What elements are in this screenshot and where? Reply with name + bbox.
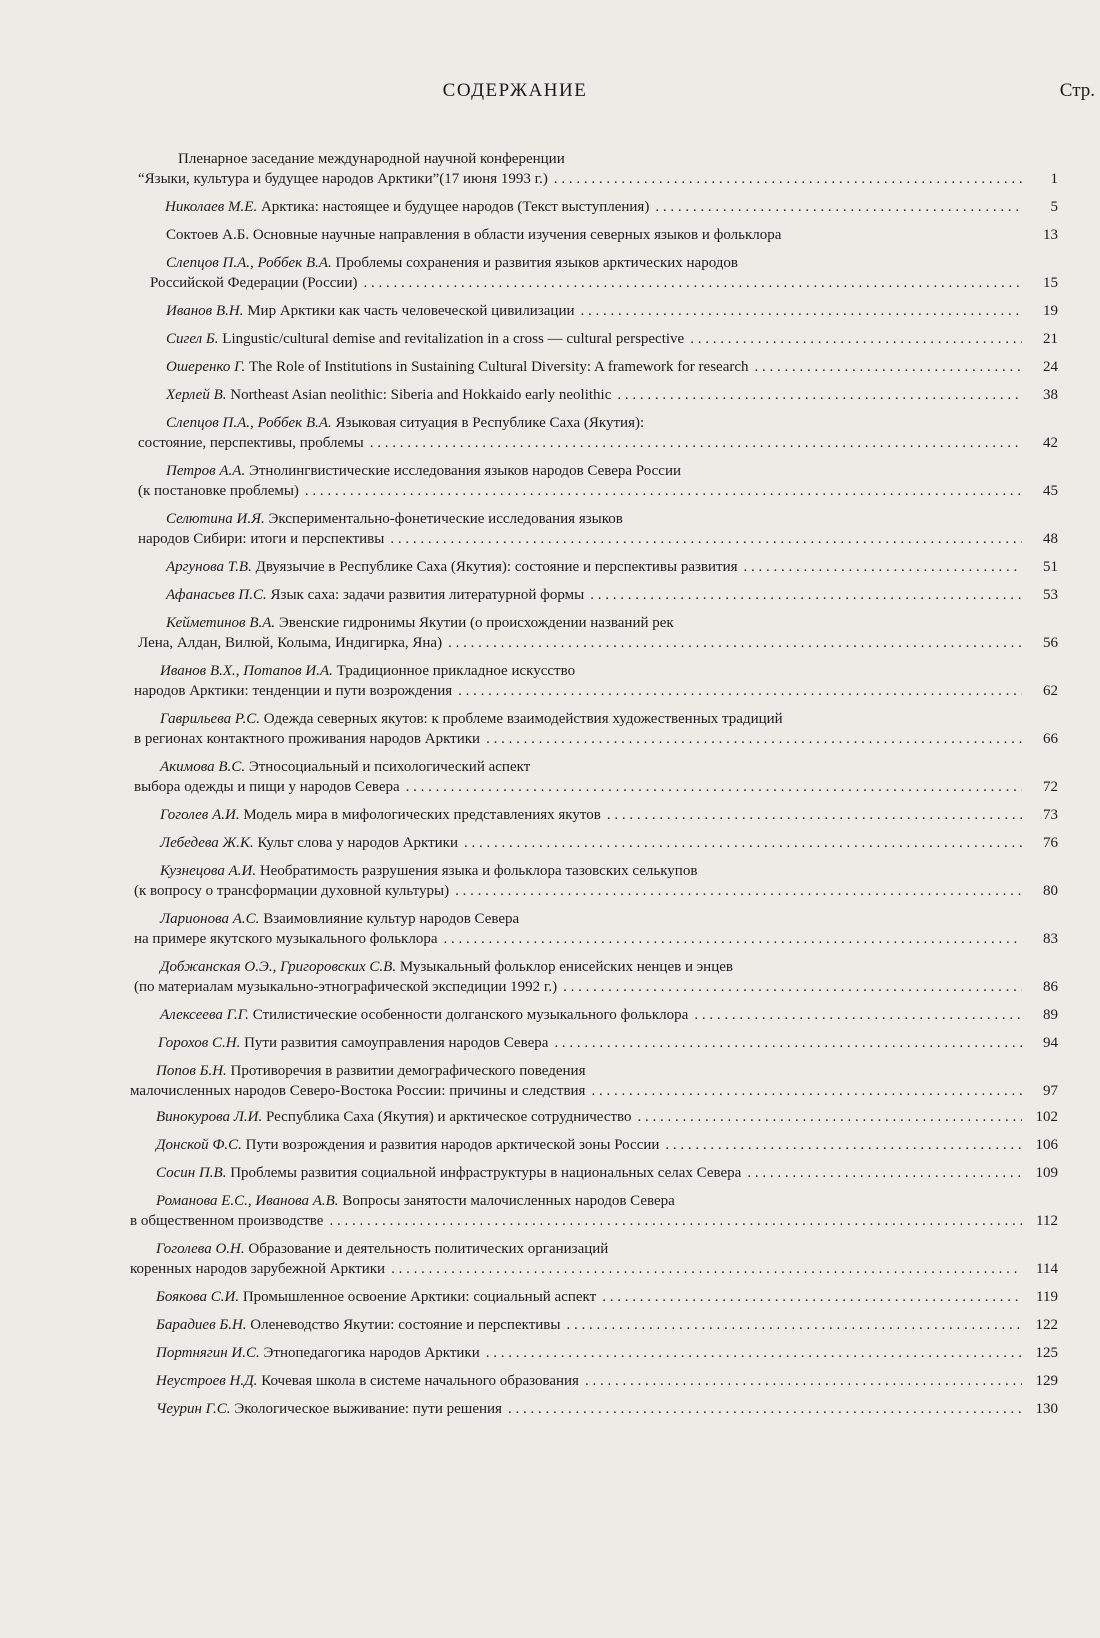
toc-entry-line (160, 662, 575, 680)
page-number: 114 (1036, 1261, 1058, 1277)
toc-entry-line (166, 586, 1030, 604)
entry-title-continuation: Российской Федерации (России) (150, 275, 358, 291)
entry-title-continuation: в регионах контактного проживания народов Арктики (134, 731, 481, 747)
entry-title: Проблемы сохранения и развития языков арктических народов (331, 255, 738, 271)
toc-entry-line (156, 1372, 1030, 1390)
entry-author: Боякова С.И. (156, 1289, 240, 1305)
dot-leader (585, 1372, 1022, 1390)
entry-title: Противоречия в развитии демографического поведения (226, 1063, 586, 1079)
toc-entry-line (166, 254, 738, 272)
entry-title: Этнолингвистические исследования языков народов Севера России (245, 463, 682, 479)
entry-author: Ларионова А.С. (160, 911, 260, 927)
entry-title-continuation: коренных народов зарубежной Арктики (130, 1261, 386, 1277)
toc-entry-line (160, 806, 1030, 824)
entry-author: Слепцов П.А., Роббек В.А. (166, 415, 332, 431)
entry-title: Вопросы занятости малочисленных народов Севера (338, 1193, 675, 1209)
entry-author: Донской Ф.С. (156, 1137, 242, 1153)
entry-author: Сосин П.В. (156, 1165, 227, 1181)
entry-author: Ошеренко Г. (166, 359, 246, 375)
entry-author: Иванов В.Х., Потапов И.А. (160, 663, 333, 679)
entry-title: Проблемы развития социальной инфраструктуры в национальных селах Севера (226, 1165, 742, 1181)
entry-title: Мир Арктики как часть человеческой цивилизации (243, 303, 575, 319)
page-number: 21 (1043, 331, 1058, 347)
entry-author: Неустроев Н.Д. (156, 1373, 258, 1389)
entry-title-continuation: “Языки, культура и будущее народов Арктики”(17 июня 1993 г.) (138, 171, 548, 187)
entry-title: Языковая ситуация в Республике Саха (Якутия): (331, 415, 645, 431)
page-number: 86 (1043, 979, 1058, 995)
toc-entry-line (166, 302, 1030, 320)
entry-author: Иванов В.Н. (166, 303, 244, 319)
dot-leader (602, 1288, 1022, 1306)
toc-entry-line (134, 882, 1030, 900)
page-number: 129 (1035, 1373, 1058, 1389)
toc-entry-line (166, 462, 681, 480)
page-number: 94 (1043, 1035, 1058, 1051)
toc-entry-line (134, 930, 1030, 948)
dot-leader (486, 1344, 1022, 1362)
page-number: 102 (1035, 1109, 1058, 1125)
entry-author: Селютина И.Я. (166, 511, 265, 527)
entry-title: Lingustic/cultural demise and revitalization in a cross — cultural perspective (218, 331, 685, 347)
page-number: 80 (1043, 883, 1058, 899)
page-number: 62 (1043, 683, 1058, 699)
page-number: 97 (1043, 1083, 1058, 1099)
entry-author: Акимова В.С. (160, 759, 246, 775)
entry-title-continuation: народов Арктики: тенденции и пути возрождения (134, 683, 453, 699)
entry-title: Культ слова у народов Арктики (253, 835, 459, 851)
page-column-header: Стр. (1059, 80, 1095, 101)
entry-title: Модель мира в мифологических представлениях якутов (239, 807, 601, 823)
entry-title-continuation: (к постановке проблемы) (138, 483, 299, 499)
toc-entry-line (165, 198, 1030, 216)
page-number: 106 (1035, 1137, 1058, 1153)
entry-author: Гаврильева Р.С. (160, 711, 261, 727)
dot-leader (458, 682, 1022, 700)
dot-leader (617, 386, 1022, 404)
entry-author: Барадиев Б.Н. (156, 1317, 247, 1333)
dot-leader (486, 730, 1022, 748)
page-number: 53 (1043, 587, 1058, 603)
dot-leader (370, 434, 1022, 452)
toc-entry-line (134, 682, 1030, 700)
dot-leader (591, 1082, 1022, 1100)
toc-entry-line (166, 226, 1030, 244)
toc-entry-line (156, 1108, 1030, 1126)
page-number: 5 (1050, 199, 1058, 215)
toc-entry-line (156, 1164, 1030, 1182)
entry-author: Попов Б.Н. (156, 1063, 227, 1079)
entry-title: Музыкальный фольклор енисейских ненцев и энцев (396, 959, 733, 975)
toc-entry-line (160, 862, 697, 880)
toc-entry-line (160, 834, 1030, 852)
toc-entry-line (138, 170, 1030, 188)
dot-leader (554, 170, 1022, 188)
entry-author: Слепцов П.А., Роббек В.А. (166, 255, 332, 271)
entry-title: Экологическое выживание: пути решения (230, 1401, 502, 1417)
page-number: 125 (1035, 1345, 1058, 1361)
entry-author: Лебедева Ж.К. (160, 835, 254, 851)
toc-entry-line (160, 910, 519, 928)
entry-title: Соктоев А.Б. Основные научные направления в области изучения северных языков и фольклора (166, 227, 782, 243)
page-number: 119 (1036, 1289, 1058, 1305)
page-number: 83 (1043, 931, 1058, 947)
dot-leader (744, 558, 1022, 576)
dot-leader (464, 834, 1022, 852)
entry-title: Промышленное освоение Арктики: социальный аспект (239, 1289, 597, 1305)
dot-leader (448, 634, 1022, 652)
toc-entry-line (166, 510, 623, 528)
toc-entry-line (156, 1316, 1030, 1334)
entry-title: Республика Саха (Якутия) и арктическое сотрудничество (262, 1109, 632, 1125)
toc-entry-line (160, 758, 530, 776)
page-number: 109 (1035, 1165, 1058, 1181)
entry-author: Сигел Б. (166, 331, 219, 347)
dot-leader (690, 330, 1022, 348)
toc-entry-line (150, 274, 1030, 292)
dot-leader (455, 882, 1022, 900)
entry-title-continuation: состояние, перспективы, проблемы (138, 435, 364, 451)
entry-title-continuation: в общественном производстве (130, 1213, 324, 1229)
dot-leader (755, 358, 1022, 376)
entry-title: Этнопедагогика народов Арктики (259, 1345, 480, 1361)
entry-author: Афанасьев П.С. (166, 587, 267, 603)
entry-author: Портнягин И.С. (156, 1345, 260, 1361)
entry-title-continuation: народов Сибири: итоги и перспективы (138, 531, 385, 547)
entry-author: Аргунова Т.В. (166, 559, 252, 575)
dot-leader (563, 978, 1022, 996)
page-number: 56 (1043, 635, 1058, 651)
dot-leader (305, 482, 1022, 500)
entry-title: Одежда северных якутов: к проблеме взаимодействия художественных традиций (260, 711, 783, 727)
page-number: 1 (1050, 171, 1058, 187)
toc-entry-line (166, 386, 1030, 404)
toc-entry-line (160, 1006, 1030, 1024)
page-number: 51 (1043, 559, 1058, 575)
page-number: 13 (1043, 227, 1058, 243)
page-number: 112 (1036, 1213, 1058, 1229)
entry-author: Добжанская О.Э., Григоровских С.В. (160, 959, 397, 975)
dot-leader (607, 806, 1022, 824)
entry-title: Двуязычие в Республике Саха (Якутия): состояние и перспективы развития (251, 559, 738, 575)
dot-leader (581, 302, 1023, 320)
entry-title: Пути развития самоуправления народов Севера (240, 1035, 549, 1051)
entry-author: Николаев М.Е. (165, 199, 258, 215)
page-number: 73 (1043, 807, 1058, 823)
dot-leader (590, 586, 1022, 604)
entry-author: Чеурин Г.С. (156, 1401, 231, 1417)
page-number: 122 (1035, 1317, 1058, 1333)
entry-title: Арктика: настоящее и будущее народов (Текст выступления) (257, 199, 650, 215)
toc-entry-line (130, 1212, 1030, 1230)
page-number: 72 (1043, 779, 1058, 795)
dot-leader (655, 198, 1022, 216)
entry-title-continuation: (по материалам музыкально-этнографической экспедиции 1992 г.) (134, 979, 558, 995)
toc-entry-line (134, 778, 1030, 796)
dot-leader (329, 1212, 1022, 1230)
toc-entry-line (130, 1260, 1030, 1278)
page-number: 45 (1043, 483, 1058, 499)
entry-title-continuation: Лена, Алдан, Вилюй, Колыма, Индигирка, Яна) (138, 635, 443, 651)
dot-leader (406, 778, 1022, 796)
toc-entry-line (156, 1136, 1030, 1154)
toc-entry-line (158, 1034, 1030, 1052)
toc-entry-line (134, 730, 1030, 748)
entry-title: Эвенские гидронимы Якутии (о происхождении названий рек (275, 615, 674, 631)
entry-title: The Role of Institutions in Sustaining Cultural Diversity: A framework for research (245, 359, 749, 375)
toc-entry-line (156, 1344, 1030, 1362)
toc-entry-line (156, 1192, 675, 1210)
dot-leader (554, 1034, 1022, 1052)
dot-leader (443, 930, 1022, 948)
page-number: 19 (1043, 303, 1058, 319)
entry-author: Алексеева Г.Г. (160, 1007, 249, 1023)
toc-entry-line (156, 1240, 608, 1258)
page-number: 15 (1043, 275, 1058, 291)
toc-entry-line (166, 330, 1030, 348)
entry-title: Пленарное заседание международной научной конференции (178, 151, 565, 167)
toc-entry-line (160, 958, 733, 976)
entry-title: Этносоциальный и психологический аспект (245, 759, 531, 775)
toc-entry-line (166, 414, 644, 432)
toc-entry-line (134, 978, 1030, 996)
toc-entry-line (156, 1400, 1030, 1418)
page-number: 42 (1043, 435, 1058, 451)
entry-author: Кейметинов В.А. (166, 615, 276, 631)
entry-title: Оленеводство Якутии: состояние и перспективы (246, 1317, 561, 1333)
toc-entry-line (178, 150, 565, 168)
entry-title-continuation: выбора одежды и пищи у народов Севера (134, 779, 400, 795)
toc-entry-line (138, 482, 1030, 500)
entry-title: Стилистические особенности долганского музыкального фольклора (248, 1007, 689, 1023)
entry-author: Гоголева О.Н. (156, 1241, 245, 1257)
entry-author: Херлей В. (166, 387, 227, 403)
page-number: 24 (1043, 359, 1058, 375)
page-number: 48 (1043, 531, 1058, 547)
entry-title: Традиционное прикладное искусство (332, 663, 576, 679)
toc-entry-line (156, 1288, 1030, 1306)
entry-author: Кузнецова А.И. (160, 863, 257, 879)
entry-title-continuation: (к вопросу о трансформации духовной культуры) (134, 883, 450, 899)
entry-title-continuation: на примере якутского музыкального фольклора (134, 931, 438, 947)
dot-leader (508, 1400, 1022, 1418)
entry-author: Петров А.А. (166, 463, 246, 479)
toc-entry-line (160, 710, 783, 728)
entry-title: Язык саха: задачи развития литературной формы (266, 587, 585, 603)
entry-title: Кочевая школа в системе начального образования (257, 1373, 579, 1389)
entry-title: Пути возрождения и развития народов арктической зоны России (241, 1137, 660, 1153)
dot-leader (363, 274, 1022, 292)
dot-leader (638, 1108, 1022, 1126)
dot-leader (566, 1316, 1022, 1334)
entry-author: Гоголев А.И. (160, 807, 240, 823)
toc-entry-line (156, 1062, 585, 1080)
entry-title: Northeast Asian neolithic: Siberia and Hokkaido early neolithic (226, 387, 612, 403)
toc-entry-line (166, 614, 674, 632)
page-number: 130 (1035, 1401, 1058, 1417)
dot-leader (747, 1164, 1022, 1182)
entry-title: Взаимовлияние культур народов Севера (259, 911, 520, 927)
page-number: 66 (1043, 731, 1058, 747)
toc-entry-line (138, 634, 1030, 652)
page-number: 76 (1043, 835, 1058, 851)
entry-author: Горохов С.Н. (158, 1035, 241, 1051)
dot-leader (391, 1260, 1022, 1278)
toc-entry-line (166, 558, 1030, 576)
entry-author: Романова Е.С., Иванова А.В. (156, 1193, 339, 1209)
page-number: 89 (1043, 1007, 1058, 1023)
entry-title-continuation: малочисленных народов Северо-Востока России: причины и следствия (130, 1083, 586, 1099)
entry-title: Экспериментально-фонетические исследования языков (264, 511, 623, 527)
toc-entry-line (138, 530, 1030, 548)
dot-leader (665, 1136, 1022, 1154)
toc-entry-line (138, 434, 1030, 452)
toc-entry-line (166, 358, 1030, 376)
entry-author: Винокурова Л.И. (156, 1109, 263, 1125)
dot-leader (390, 530, 1022, 548)
entry-title: Необратимость разрушения языка и фольклора тазовских селькупов (256, 863, 698, 879)
page-title: СОДЕРЖАНИЕ (442, 80, 588, 101)
page-number: 38 (1043, 387, 1058, 403)
toc-entry-line (130, 1082, 1030, 1100)
dot-leader (694, 1006, 1022, 1024)
entry-title: Образование и деятельность политических организаций (244, 1241, 609, 1257)
